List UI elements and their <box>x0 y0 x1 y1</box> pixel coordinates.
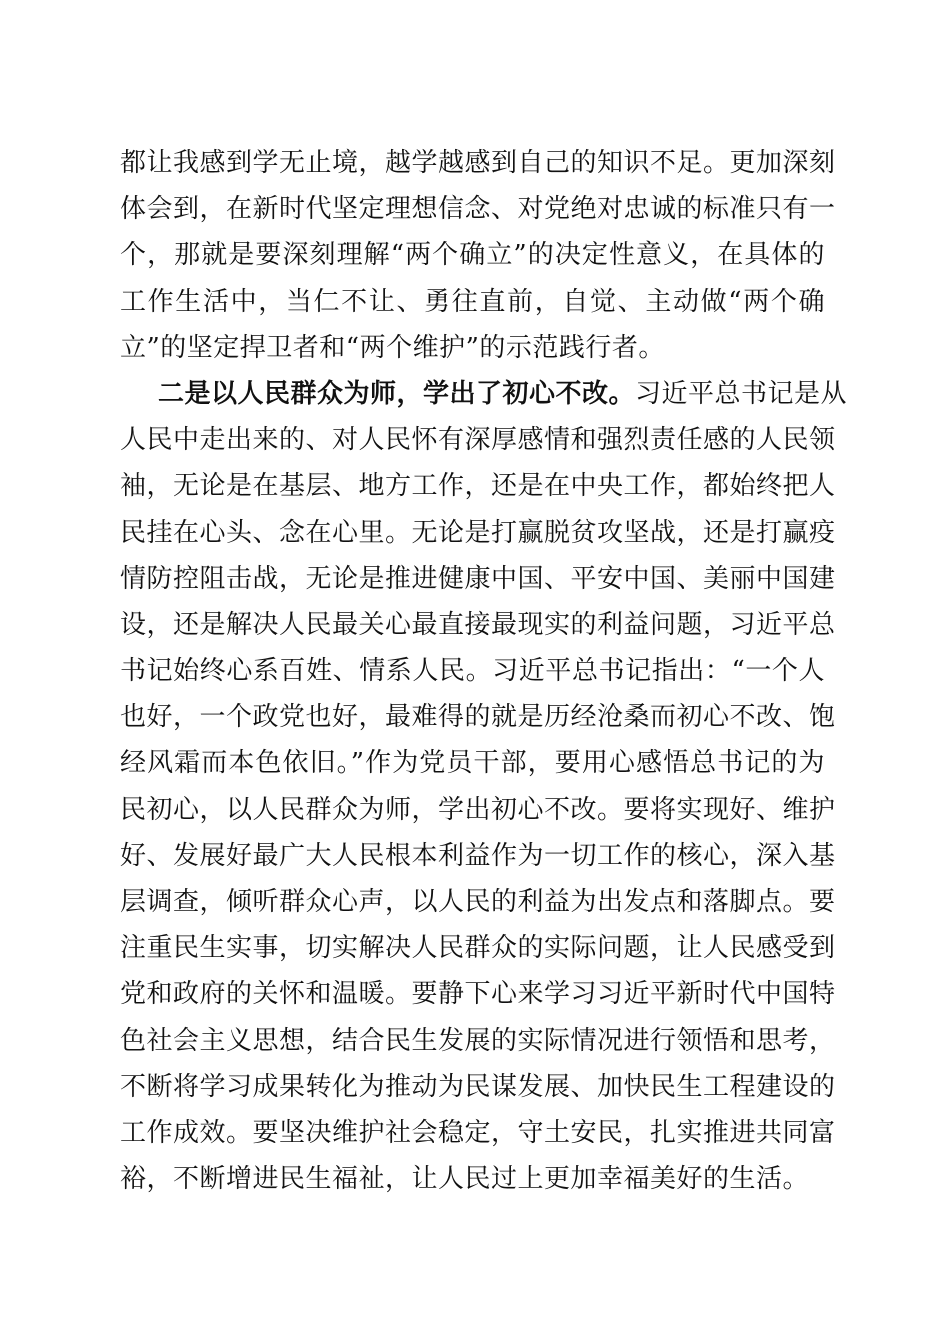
text-line: 人民中走出来的、对人民怀有深厚感情和强烈责任感的人民领 <box>120 425 836 456</box>
body-text <box>120 140 848 1202</box>
text-line: 立”的坚定捍卫者和“两个维护”的示范践行者。 <box>120 332 665 363</box>
text-line: 民初心，以人民群众为师，学出初心不改。要将实现好、维护 <box>120 794 836 825</box>
text-line: 设，还是解决人民最关心最直接最现实的利益问题，习近平总 <box>120 609 836 640</box>
text-line: 不断将学习成果转化为推动为民谋发展、加快民生工程建设的 <box>120 1071 836 1102</box>
paragraph-first-line <box>120 371 848 417</box>
text-line: 情防控阻击战，无论是推进健康中国、平安中国、美丽中国建 <box>120 563 836 594</box>
paragraph-heading: 二是以人民群众为师，学出了初心不改。 <box>158 378 636 409</box>
text-line: 好、发展好最广大人民根本利益作为一切工作的核心，深入基 <box>120 840 836 871</box>
text-line: 层调查，倾听群众心声，以人民的利益为出发点和落脚点。要 <box>120 887 836 917</box>
text-line: 也好，一个政党也好，最难得的就是历经沧桑而初心不改、饱 <box>120 702 836 733</box>
paragraph-continued <box>120 140 836 371</box>
text-line: 民挂在心头、念在心里。无论是打赢脱贫攻坚战，还是打赢疫 <box>120 517 836 548</box>
text-line: 袖，无论是在基层、地方工作，还是在中央工作，都始终把人 <box>120 471 836 502</box>
text-line: 都让我感到学无止境，越学越感到自己的知识不足。更加深刻 <box>120 148 836 178</box>
text-line: 书记始终心系百姓、情系人民。习近平总书记指出：“一个人 <box>120 656 825 687</box>
text-line-rest: 习近平总书记是从 <box>635 378 848 409</box>
text-line: 经风霜而本色依旧。”作为党员干部，要用心感悟总书记的为 <box>120 748 825 779</box>
text-line: 工作成效。要坚决维护社会稳定，守土安民，扎实推进共同富 <box>120 1117 836 1148</box>
text-line: 注重民生实事，切实解决人民群众的实际问题，让人民感受到 <box>120 933 836 964</box>
paragraph-two <box>120 371 848 1202</box>
text-line: 党和政府的关怀和温暖。要静下心来学习习近平新时代中国特 <box>120 979 836 1010</box>
text-line: 裕，不断增进民生福祉，让人民过上更加幸福美好的生活。 <box>120 1164 810 1195</box>
text-line: 工作生活中，当仁不让、勇往直前，自觉、主动做“两个确 <box>120 286 825 317</box>
text-line: 体会到，在新时代坚定理想信念、对党绝对忠诚的标准只有一 <box>120 194 836 225</box>
text-line: 个，那就是要深刻理解“两个确立”的决定性意义，在具体的 <box>120 240 825 271</box>
text-line: 色社会主义思想，结合民生发展的实际情况进行领悟和思考， <box>120 1025 836 1056</box>
